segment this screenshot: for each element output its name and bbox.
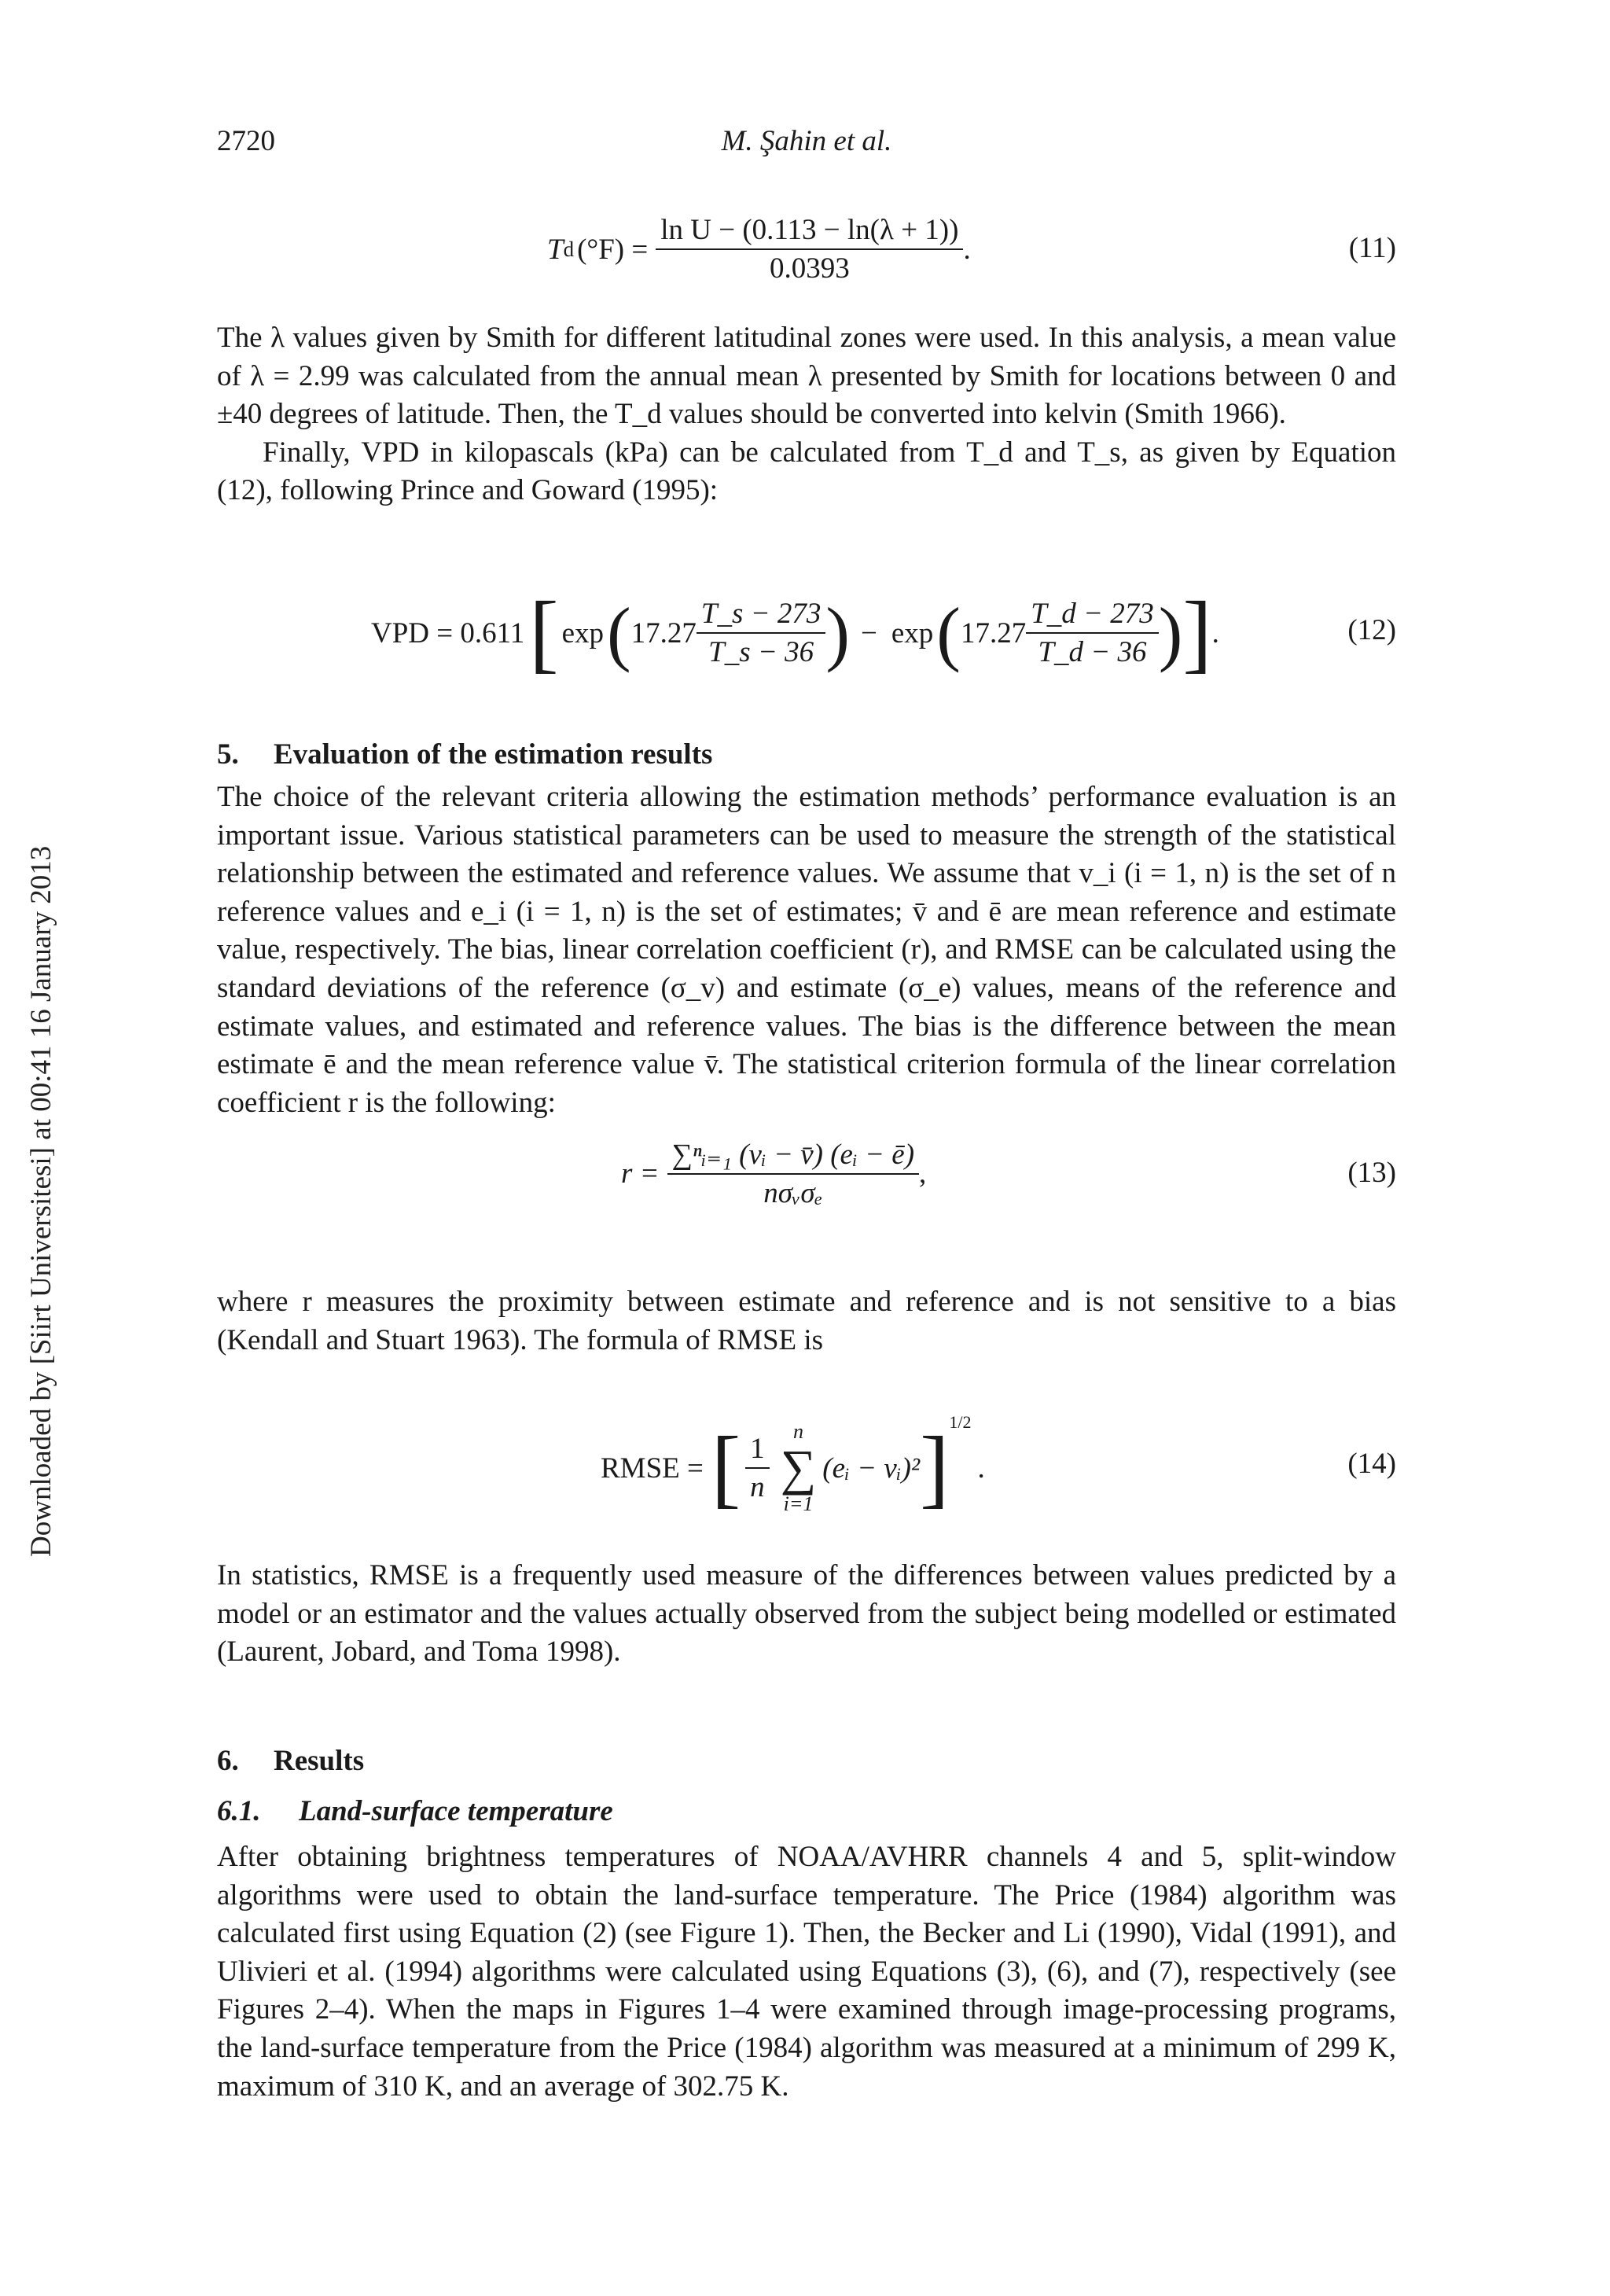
eq11-fraction <box>656 213 963 285</box>
eq12-left-paren-1: ( <box>607 593 631 673</box>
eq13-lhs: r = <box>621 1157 660 1190</box>
eq12-coef2: 17.27 <box>960 616 1027 649</box>
section-6-title: Results <box>274 1745 365 1777</box>
running-authors: M. Şahin et al. <box>721 125 892 157</box>
eq12-fraction-1 <box>697 597 825 669</box>
equation-14 <box>217 1401 1396 1535</box>
section-5-para-3: In statistics, RMSE is a frequently used measure of the differences between values predicted by a model or an estimator and the values actually observed from the subject being modelled or estimated (Laurent, Jobard, and Toma 1998). <box>217 1559 1396 1669</box>
eq12-den1: T_s − 36 <box>708 636 814 668</box>
eq12-exp2: exp <box>891 616 934 649</box>
eq11-number: (11) <box>1348 232 1396 264</box>
eq14-power: 1/2 <box>949 1412 972 1432</box>
eq11-lhs: T <box>547 233 564 266</box>
eq13-fraction <box>667 1137 919 1210</box>
section-6-1-heading <box>217 1791 1396 1832</box>
eq12-fraction-2 <box>1026 597 1159 669</box>
section-5 <box>217 734 1396 1122</box>
eq14-sum-bottom: i=1 <box>783 1492 814 1515</box>
eq14-sum-symbol: ∑ <box>780 1440 817 1496</box>
eq14-term: (eᵢ − vᵢ)² <box>822 1452 921 1485</box>
section-6-1-number: 6.1. <box>217 1795 261 1827</box>
section-5-para-2: where r measures the proximity between estimate and reference and is not sensitive to a bias (Kendall and Stuart 1963). The formula of RMSE is <box>217 1286 1396 1356</box>
eq12-number: (12) <box>1347 614 1396 646</box>
section-5-rmse-intro <box>217 1283 1396 1360</box>
section-6-1-title: Land-surface temperature <box>299 1795 613 1827</box>
eq12-right-paren-1: ) <box>825 593 850 673</box>
para-lambda-text: The λ values given by Smith for different latitudinal zones were used. In this analysis, a mean value of λ = 2.99 was calculated from the annual mean λ presented by Smith for locations between 0 and ±40 degrees of latitude. Then, the T_d values should be converted into kelvin (Smith 1966). <box>217 322 1396 431</box>
eq11-lhs-unit: (°F) = <box>577 233 649 266</box>
running-header <box>217 124 1396 168</box>
eq14-sum-top: n <box>792 1420 803 1443</box>
eq14-sum <box>781 1421 817 1515</box>
eq14-right-bracket: ] <box>920 1419 950 1517</box>
section-5-number: 5. <box>217 738 239 771</box>
section-5-heading <box>217 734 1396 775</box>
section-6-heading <box>217 1741 1396 1782</box>
eq12-exp1: exp <box>561 616 604 649</box>
eq12-num2: T_d − 273 <box>1026 597 1159 634</box>
eq11-numerator: ln U − (0.113 − ln(λ + 1)) <box>656 213 963 250</box>
section-5-rmse-description <box>217 1557 1396 1672</box>
section-5-title: Evaluation of the estimation results <box>274 738 713 771</box>
eq12-minus: − <box>860 616 877 649</box>
section-6-number: 6. <box>217 1745 239 1777</box>
eq14-lhs: RMSE = <box>601 1452 704 1485</box>
download-watermark: Downloaded by [Siirt Universitesi] at 00:41 16 January 2013 <box>25 845 57 1557</box>
eq12-tail: . <box>1211 616 1219 649</box>
para-vpd-text: Finally, VPD in kilopascals (kPa) can be calculated from T_d and T_s, as given by Equation (12), following Prince and Goward (1995): <box>217 436 1396 507</box>
eq12-lhs: VPD = 0.611 <box>371 616 525 649</box>
eq14-one-over-n <box>745 1432 770 1504</box>
eq11-lhs-sub: d <box>563 237 575 261</box>
page-number: 2720 <box>217 125 275 157</box>
eq11-tail: . <box>963 233 971 266</box>
eq13-numerator: ∑ⁿᵢ₌₁ (vᵢ − v̄) (eᵢ − ē) <box>667 1137 919 1175</box>
eq13-tail: , <box>919 1157 927 1190</box>
equation-12 <box>217 574 1396 692</box>
eq12-den2: T_d − 36 <box>1038 636 1147 668</box>
eq14-tail: . <box>977 1452 985 1485</box>
eq12-coef1: 17.27 <box>630 616 697 649</box>
section-6-1-para: After obtaining brightness temperatures of NOAA/AVHRR channels 4 and 5, split-window algorithms were used to obtain the land-surface temperature. The Price (1984) algorithm was calculated first using Equation (2) (see Figure 1). Then, the Becker and Li (1990), Vidal (1991), and Ulivieri et al. (1994) algorithms were calculated using Equations (3), (6), and (7), respectively (see Figures 2–4). When the maps in Figures 1–4 were examined through image-processing programs, the land-surface temperature from the Price (1984) algorithm was measured at a minimum of 299 K, maximum of 310 K, and an average of 302.75 K. <box>217 1841 1396 2103</box>
eq11-denominator: 0.0393 <box>769 252 850 285</box>
eq13-denominator: nσᵥσₑ <box>763 1176 823 1209</box>
eq12-right-paren-2: ) <box>1158 593 1183 673</box>
eq13-number: (13) <box>1347 1157 1396 1189</box>
section-5-para-1: The choice of the relevant criteria allowing the estimation methods’ performance evaluation is an important issue. Various statistical parameters can be used to measure the strength of the statistical relationship between the estimated and reference values. We assume that v_i (i = 1, n) is the set of n reference values and e_i (i = 1, n) is the set of estimates; v̄ and ē are mean reference and estimate value, respectively. The bias, linear correlation coefficient (r), and RMSE can be calculated using the standard deviations of the reference (σ_v) and estimate (σ_e) values, means of the reference and estimate values, and estimated and reference values. The bias is the difference between the mean estimate ē and the mean reference value v̄. The statistical criterion formula of the linear correlation coefficient r is the following: <box>217 781 1396 1119</box>
equation-13 <box>217 1126 1396 1220</box>
eq14-one: 1 <box>745 1432 770 1469</box>
section-6 <box>217 1741 1396 2106</box>
eq14-number: (14) <box>1347 1448 1396 1480</box>
eq12-left-bracket: [ <box>529 584 559 682</box>
eq12-left-paren-2: ( <box>936 593 961 673</box>
eq14-n: n <box>750 1471 765 1503</box>
equation-11 <box>217 206 1396 293</box>
eq14-left-bracket: [ <box>711 1419 741 1517</box>
eq12-right-bracket: ] <box>1182 584 1212 682</box>
eq12-num1: T_s − 273 <box>697 597 825 634</box>
paragraph-lambda <box>217 319 1396 510</box>
